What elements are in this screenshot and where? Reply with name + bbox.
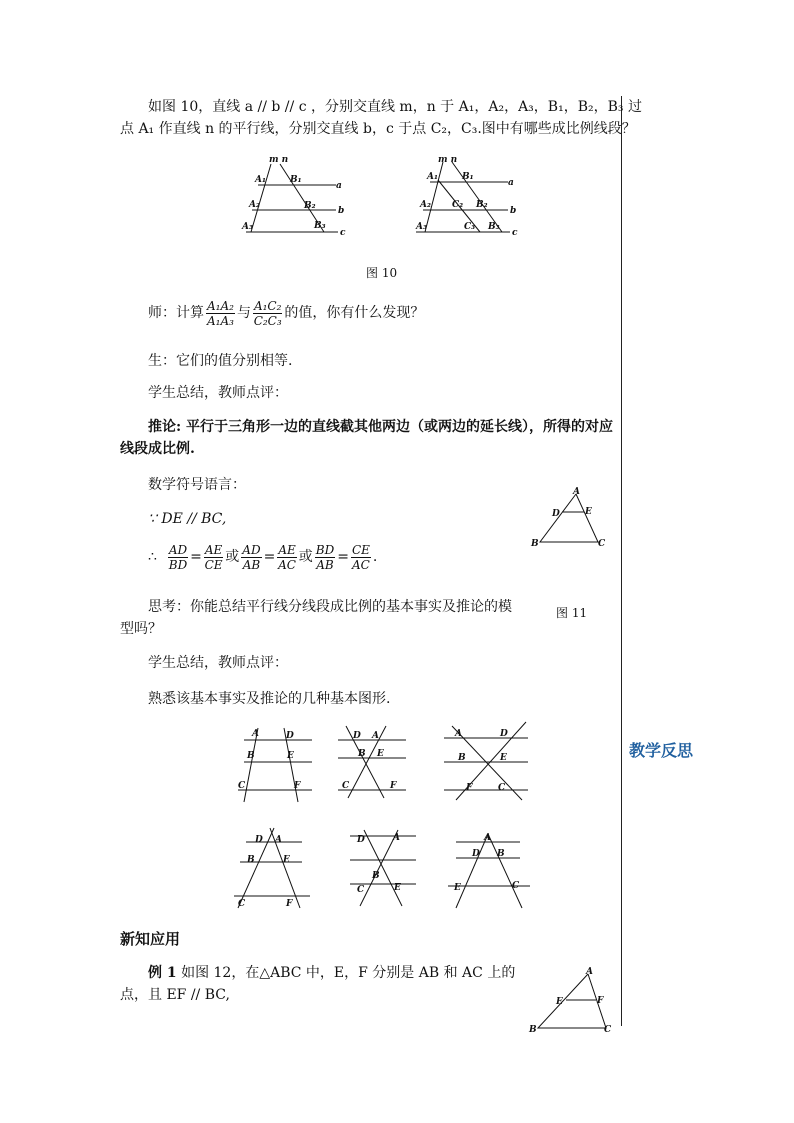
frac1-denominator: A₁A₃ bbox=[207, 313, 234, 328]
frac-den: AB bbox=[316, 557, 334, 572]
frac-num: AE bbox=[204, 542, 223, 557]
svg-text:B: B bbox=[531, 539, 539, 549]
svg-text:B₃: B₃ bbox=[488, 222, 500, 232]
svg-text:A: A bbox=[586, 967, 593, 977]
svg-text:D: D bbox=[552, 509, 560, 519]
summary-2: 学生总结，教师点评： bbox=[148, 655, 288, 671]
think-line1: 思考：你能总结平行线分线段成比例的基本事实及推论的模 bbox=[148, 599, 512, 615]
svg-text:B₃: B₃ bbox=[314, 221, 326, 231]
svg-text:C: C bbox=[238, 781, 246, 791]
frac-num: AD bbox=[242, 542, 261, 557]
svg-text:A: A bbox=[275, 835, 282, 845]
svg-text:E: E bbox=[585, 507, 592, 517]
svg-text:F: F bbox=[294, 781, 301, 791]
or-word: 或 bbox=[225, 549, 240, 565]
margin-divider bbox=[621, 96, 622, 1026]
svg-text:C: C bbox=[357, 885, 365, 895]
svg-text:E: E bbox=[283, 855, 290, 865]
figure-12 bbox=[526, 964, 618, 1036]
therefore-line: ∴ $\frac{AD}{BD}$ = $\frac{AE}{CE}$ 或 $\frac{AD}{AB}$ = $\frac{AE}{AC}$ 或 $\frac{BD}{AB}$ = $\frac{CE}{AC}$ . bbox=[148, 542, 378, 572]
svg-text:D: D bbox=[500, 729, 508, 739]
teacher-prefix: 师：计算 bbox=[148, 305, 204, 321]
svg-text:A: A bbox=[455, 729, 462, 739]
frac-den: AB bbox=[242, 557, 261, 572]
svg-text:B₁: B₁ bbox=[462, 172, 474, 182]
therefore-symbol: ∴ bbox=[148, 549, 157, 565]
frac-num: AD bbox=[168, 542, 188, 557]
svg-text:B₂: B₂ bbox=[476, 200, 488, 210]
svg-text:b: b bbox=[510, 206, 517, 216]
svg-text:E: E bbox=[394, 883, 401, 893]
svg-text:B: B bbox=[358, 749, 366, 759]
math-symbol-language: 数学符号语言： bbox=[148, 477, 246, 493]
because-line: ∵ DE // BC, bbox=[148, 511, 227, 527]
fraction-a1a2-a1a3 bbox=[206, 299, 235, 328]
svg-text:D: D bbox=[353, 731, 361, 741]
svg-text:A: A bbox=[573, 487, 580, 497]
frac2-numerator: A₁C₂ bbox=[253, 298, 282, 313]
or-word: 或 bbox=[298, 549, 313, 565]
svg-text:D: D bbox=[472, 849, 480, 859]
svg-text:E: E bbox=[287, 751, 294, 761]
corollary-line1 bbox=[148, 416, 613, 438]
svg-text:C: C bbox=[512, 881, 520, 891]
frac-ce-ac bbox=[351, 543, 371, 572]
svg-text:F: F bbox=[390, 781, 397, 791]
figure-10 bbox=[240, 152, 530, 242]
frac2-denominator: C₂C₃ bbox=[253, 313, 282, 328]
teacher-question bbox=[148, 298, 424, 328]
svg-text:C: C bbox=[604, 1025, 612, 1035]
frac-den: AC bbox=[278, 557, 296, 572]
svg-text:B₁: B₁ bbox=[290, 175, 302, 185]
svg-text:A₃: A₃ bbox=[242, 222, 253, 232]
fraction-a1c2-c2c3 bbox=[253, 299, 282, 328]
svg-text:C: C bbox=[598, 539, 606, 549]
frac-ae-ac bbox=[277, 543, 296, 572]
svg-text:C: C bbox=[498, 783, 506, 793]
teaching-reflection-label: 教学反思 bbox=[629, 741, 694, 760]
svg-text:c: c bbox=[340, 228, 346, 238]
frac1-numerator: A₁A₂ bbox=[207, 298, 234, 313]
svg-text:B: B bbox=[458, 753, 466, 763]
svg-text:C₂: C₂ bbox=[452, 200, 464, 210]
section-title: 新知应用 bbox=[120, 930, 181, 948]
para1-line1: 如图 10，直线 a // b // c ，分别交直线 m，n 于 A₁，A₂，A₃，B₁，B₂，B₃ 过 bbox=[148, 99, 642, 115]
svg-text:m n: m n bbox=[269, 155, 289, 165]
student-answer: 生：它们的值分别相等. bbox=[148, 353, 293, 369]
svg-text:D: D bbox=[357, 835, 365, 845]
svg-text:A: A bbox=[372, 731, 379, 741]
frac-num: AE bbox=[278, 542, 296, 557]
frac-den: CE bbox=[204, 557, 223, 572]
svg-text:A: A bbox=[484, 833, 491, 843]
svg-text:F: F bbox=[466, 783, 473, 793]
example-label: 例 1 bbox=[148, 965, 177, 981]
frac-num: BD bbox=[315, 542, 335, 557]
frac-ad-ab bbox=[241, 543, 261, 572]
think-line2: 型吗？ bbox=[120, 621, 162, 637]
summary-1: 学生总结，教师点评： bbox=[148, 385, 288, 401]
basic-figures bbox=[230, 720, 540, 915]
svg-text:b: b bbox=[338, 206, 345, 216]
familiar-line: 熟悉该基本事实及推论的几种基本图形. bbox=[148, 691, 391, 707]
svg-text:A₁: A₁ bbox=[255, 175, 266, 185]
figure-10-caption: 图 10 bbox=[366, 266, 398, 280]
example-text: 如图 12，在△ABC 中，E，F 分别是 AB 和 AC 上的 bbox=[176, 965, 516, 981]
frac-bd-ab bbox=[315, 543, 335, 572]
frac-ad-bd bbox=[168, 543, 188, 572]
svg-text:E: E bbox=[454, 883, 461, 893]
svg-text:a: a bbox=[508, 178, 514, 188]
svg-text:B: B bbox=[247, 855, 255, 865]
svg-text:a: a bbox=[336, 181, 342, 191]
svg-text:A₃: A₃ bbox=[416, 222, 427, 232]
svg-text:A: A bbox=[393, 833, 400, 843]
figure-11-caption: 图 11 bbox=[556, 606, 588, 620]
svg-text:m n: m n bbox=[438, 155, 458, 165]
svg-text:E: E bbox=[500, 753, 507, 763]
para1-line2: 点 A₁ 作直线 n 的平行线，分别交直线 b，c 于点 C₂，C₃.图中有哪些成比例线段？ bbox=[120, 121, 636, 137]
teacher-suffix: 的值，你有什么发现？ bbox=[284, 305, 425, 321]
teacher-mid: 与 bbox=[236, 305, 251, 321]
svg-text:B₂: B₂ bbox=[304, 201, 316, 211]
svg-text:A: A bbox=[252, 729, 259, 739]
frac-ae-ce bbox=[204, 543, 223, 572]
svg-text:B: B bbox=[247, 751, 255, 761]
svg-text:A₂: A₂ bbox=[420, 200, 431, 210]
frac-den: BD bbox=[168, 557, 188, 572]
corollary-label: 推论: bbox=[148, 419, 182, 435]
svg-text:F: F bbox=[597, 996, 604, 1006]
svg-text:D: D bbox=[286, 731, 294, 741]
svg-text:B: B bbox=[529, 1025, 537, 1035]
svg-text:A₁: A₁ bbox=[427, 172, 438, 182]
svg-text:A₂: A₂ bbox=[249, 200, 260, 210]
corollary-line2: 线段成比例. bbox=[120, 441, 195, 457]
example-line1 bbox=[148, 962, 515, 984]
svg-text:C: C bbox=[342, 781, 350, 791]
frac-den: AC bbox=[352, 557, 370, 572]
svg-text:B: B bbox=[372, 871, 380, 881]
figure-11 bbox=[528, 484, 612, 550]
svg-text:E: E bbox=[556, 997, 563, 1007]
frac-num: CE bbox=[351, 542, 370, 557]
example-line2: 点，且 EF // BC, bbox=[120, 987, 230, 1003]
svg-text:E: E bbox=[377, 749, 384, 759]
svg-text:c: c bbox=[512, 228, 518, 238]
svg-text:B: B bbox=[497, 849, 505, 859]
corollary-text: 平行于三角形一边的直线截其他两边（或两边的延长线），所得的对应 bbox=[181, 419, 614, 435]
svg-text:F: F bbox=[286, 899, 293, 909]
svg-text:D: D bbox=[255, 835, 263, 845]
svg-text:C: C bbox=[238, 899, 246, 909]
svg-text:C₃: C₃ bbox=[464, 222, 476, 232]
